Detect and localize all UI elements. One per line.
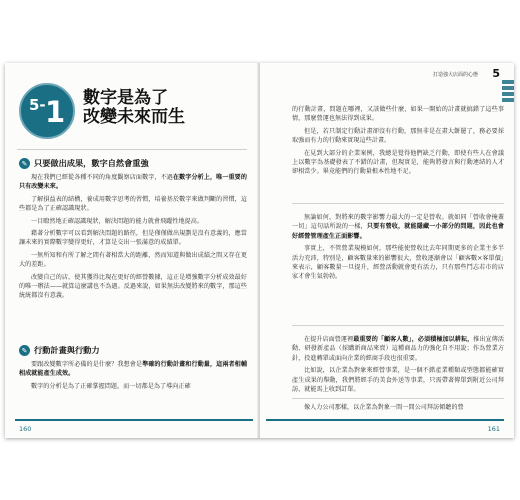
right-divider-1 (292, 203, 504, 204)
left-paragraph-6: 改變自己的店，使其獲得比現在更好的經營數據，這正是增強數字分析成效最好的唯一辦法——就算這麼講也不為過。反過來說，如果無法改變將來的數字，那這些統統都沒有意義。 (19, 273, 247, 300)
section-heading-1-text: 只要做出成果，數字自然會重強 (34, 158, 149, 168)
left-paragraph-7-text: 要跟改變數字所必備的是什麼？我想會是 (31, 361, 143, 368)
left-page (5, 63, 259, 438)
thumb-tab-bar (502, 98, 514, 102)
left-paragraph-1-emphasis: 在數字分析上，唯一重要的只有改變未來。 (19, 174, 247, 191)
right-page (260, 63, 514, 438)
right-divider-2 (292, 325, 504, 326)
left-footer-rule (15, 419, 253, 421)
right-paragraph-3: 在見到大部分的企業案例，我總是覺得他們缺乏行動，即使有些人在會議上以數字為基礎發表了不錯的計畫，但現實是，能夠將發言與行動連結的人才卻相當少。畢竟能們的行動量根本性地不足。 (292, 149, 504, 176)
right-paragraph-6 (292, 335, 504, 363)
left-paragraph-4: 藉著分析數字可以看到解決問題的路徑，但是僅僅做出規劃是沒有意義的，應當讓未來的實際數字變得更好，才算是交出一張滿意的成績單。 (19, 230, 247, 247)
chapter-number-main: 1 (45, 95, 66, 129)
left-paragraph-3: 一目瞭然地正確認識現狀，解決問題的能力就會飛躍性地提高。 (31, 217, 204, 225)
chapter-number-prefix: 5- (29, 96, 46, 114)
thumb-tab-bar (502, 80, 514, 84)
running-head: 打造強大店面的心態 (432, 72, 478, 78)
open-book (5, 63, 514, 438)
right-body-text-1 (292, 105, 504, 180)
right-paragraph-1: 的行動計畫，問題在哪裡，又該做些什麼，如果一開始的計畫就搞錯了這些事情，那麼營運也無法得到成果。 (292, 106, 504, 123)
chapter-title (83, 89, 185, 127)
section-heading-2-text: 行動計畫與行動力 (34, 345, 100, 355)
left-paragraph-2: 了解損益表的結構，養成用數字思考的習慣，培養基於數字來做判斷的習慣，這些都是為了正確認識現狀。 (19, 195, 247, 213)
left-paragraph-1 (19, 173, 247, 192)
left-paragraph-5: 一無所知和有所了解之間有著相當大的距離，然而知道與做出成績之間又存在更大的差距。 (19, 251, 247, 269)
right-paragraph-4-emphasis: 只要有營收，就能隱藏一小部分的問題，因此也會好經營管理產生正面影響。 (292, 223, 504, 240)
right-paragraph-4-text: 無論如何，對將來的數字影響力最大的一定是營收。就如同「營收會掩蓋一切」這句話所說的一樣， (292, 214, 504, 231)
chapter-thumb-tab (502, 80, 514, 104)
right-body-text-4 (292, 403, 504, 415)
thumb-tab-bar (502, 86, 514, 90)
chapter-title-line-2: 改變未來而生 (83, 107, 185, 127)
title-divider (17, 149, 247, 150)
right-paragraph-6-text: 在提升店面營運裡 (304, 336, 354, 343)
pencil-icon: ✎ (19, 158, 30, 169)
right-paragraph-6-emphasis: 最重要的「顧客人數」，必須積極加以耕耘， (353, 336, 474, 343)
left-paragraph-7-emphasis: 準確的行動計畫和行動量，這兩者相輔相成就能產生成效。 (19, 361, 247, 378)
right-paragraph-6-text-2: 推出宣傳活動、研發新產品（採購新商品來賣）這種商品力的強化自不用說；作為營業方針，投進轉單或面向企業的經商手段也很重要。 (292, 336, 505, 362)
chapter-tab-number: 5 (492, 67, 500, 80)
left-paragraph-8: 數字的分析是為了正確掌握問題，而一切都是為了導向正確 (31, 382, 191, 390)
right-paragraph-5: 事實上，不管營業規模如何，那些能使營收比去年同期更多的企業主多半活力充沛，特別是，顧客數量來的影響很大，營收逐漸會以「顧客數×客單價」來表示，顧客數量一旦提升，經營活動就會更有活力，只有那些鬥志若市的店家才會生氣勃勃。 (292, 245, 504, 281)
pencil-icon: ✎ (19, 345, 30, 356)
right-divider-3 (292, 398, 504, 399)
left-paragraph-7 (19, 360, 247, 379)
right-paragraph-4 (292, 213, 504, 241)
chapter-title-line-1: 數字是為了 (83, 88, 168, 108)
right-paragraph-7: 比如說，以企業為對象來經營事業，是一個不錯產業種類或型態都能確實產生成果的舉動，我們將經手的美食外送等事業，只需帶著傳單到附近公司拜訪，就能馬上收到訂單。 (292, 367, 504, 394)
right-page-number: 161 (487, 425, 500, 433)
right-body-text-2 (292, 213, 504, 285)
right-body-text-3 (292, 335, 504, 397)
section-heading-2 (19, 345, 100, 356)
left-page-number: 160 (19, 425, 32, 433)
left-body-text-2 (19, 360, 247, 394)
left-paragraph-1-text: 現在我們已經從各種不同的角度觀察店面數字，不過 (31, 174, 173, 181)
right-paragraph-2: 但是，若只制定行動計畫卻沒有行動，那無非是在畫大餅罷了，務必要採取強而有力的行動來實現這些計畫。 (292, 127, 504, 145)
left-body-text-1 (19, 173, 247, 304)
right-paragraph-8: 像人力公司那樣，以企業為對象一間一間公司拜訪傾聽的營 (304, 404, 464, 411)
right-footer-rule (266, 419, 504, 421)
thumb-tab-bar (502, 92, 514, 96)
section-heading-1 (19, 158, 149, 169)
chapter-number-badge (19, 83, 75, 139)
